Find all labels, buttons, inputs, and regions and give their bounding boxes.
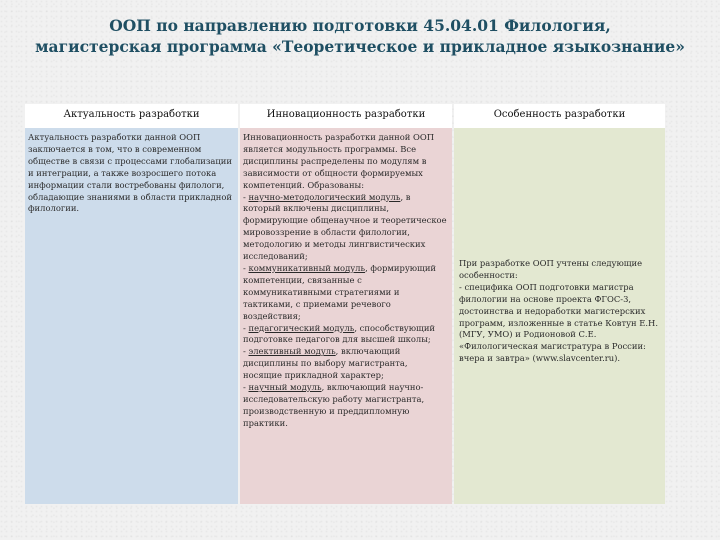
relevance-text: Актуальность разработки данной ООП заключается в том, что в современном обществе в связи с процессами глобализации и интеграции, а также возросшего потока информации стали востребованы филологи, обладающие знаниями в области прикладной филологии.: [28, 132, 232, 214]
module-desc: , формирующий компетенции, связанные с коммуникативными стратегиями и тактиками, с приемами речевого воздействия;: [243, 262, 436, 321]
features-body: - специфика ООП подготовки магистра филологии на основе проекта ФГОС-3, достоинства и недоработки магистерских программ, изложенные в статье Ковтун Е.Н. (МГУ, УМО) и Родионовой С.Е. «Филологическая магистратура в России: вчера и завтра» (www.slavcenter.ru).: [459, 281, 658, 364]
title-line-1: ООП по направлению подготовки 45.04.01 Филология,: [109, 16, 611, 35]
module-desc: , включающий дисциплины по выбору магистранта, носящие прикладной характер;: [243, 346, 408, 381]
module-item: [243, 263, 449, 323]
module-prefix: -: [243, 262, 249, 273]
development-table: [25, 104, 665, 504]
innovation-text: [240, 128, 452, 430]
module-desc: , включающий научно-исследовательскую работу магистранта, производственную и преддипломную практики.: [243, 382, 425, 428]
module-name: научно-методологический модуль: [248, 191, 401, 202]
module-desc: , способствующий подготовке педагогов для высшей школы;: [243, 322, 435, 345]
title-line-2: магистерская программа «Теоретическое и прикладное языкознание»: [35, 37, 685, 56]
cell-relevance: [25, 126, 238, 504]
module-desc: , в который включены дисциплины, формирующие общенаучное и теоретическое мировоззрение в области филологии, методологию и методы лингвистических исследований;: [243, 191, 447, 262]
header-features: Особенность разработки: [454, 104, 665, 126]
features-intro: При разработке ООП учтены следующие особенности:: [459, 258, 643, 280]
header-innovation: Инновационность разработки: [240, 104, 452, 126]
module-name: коммуникативный модуль: [248, 262, 366, 273]
module-prefix: -: [243, 191, 249, 202]
features-text: [454, 258, 665, 365]
module-item: [243, 323, 449, 347]
module-name: педагогический модуль: [248, 322, 355, 333]
module-item: [243, 346, 449, 382]
cell-innovation: [240, 126, 452, 504]
innovation-intro: Инновационность разработки данной ООП является модульность программы. Все дисциплины распределены по модулям в зависимости от общности формируемых компетенций. Образованы:: [243, 132, 435, 190]
cell-features: [454, 126, 665, 504]
module-prefix: -: [243, 382, 249, 393]
header-relevance: Актуальность разработки: [25, 104, 238, 126]
module-name: элективный модуль: [248, 346, 336, 357]
module-prefix: -: [243, 322, 249, 333]
module-name: научный модуль: [248, 382, 322, 393]
module-item: [243, 192, 449, 263]
module-item: [243, 382, 449, 430]
module-prefix: -: [243, 346, 249, 357]
slide-title: [20, 15, 700, 57]
